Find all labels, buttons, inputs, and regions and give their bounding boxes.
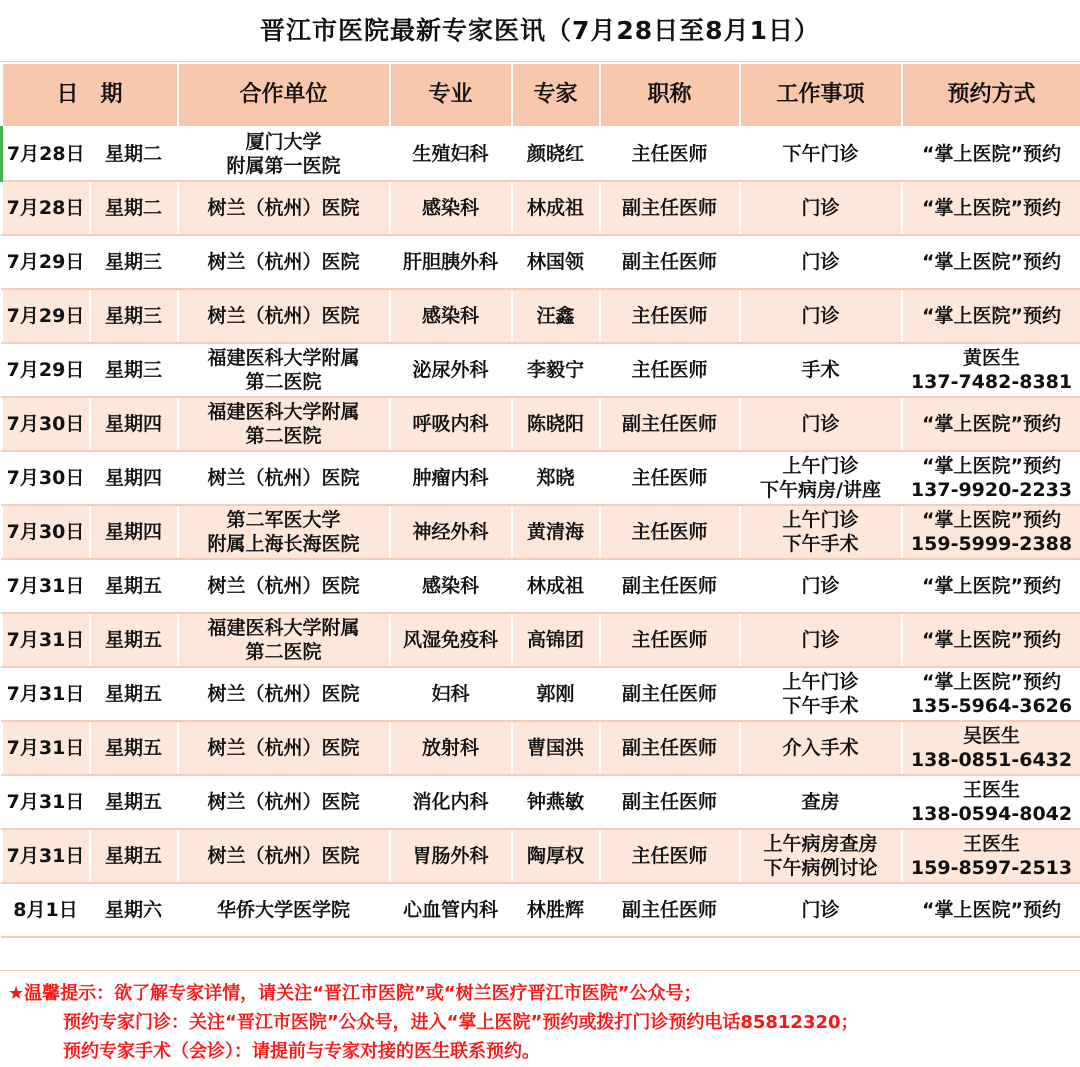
header-unit: 合作单位 bbox=[178, 63, 390, 127]
rank-cell: 主任医师 bbox=[600, 343, 740, 397]
date-cell: 7月31日 bbox=[2, 613, 90, 667]
expert-cell: 林国领 bbox=[512, 235, 600, 289]
booking-cell: “掌上医院”预约 bbox=[902, 181, 1080, 235]
rank-cell: 主任医师 bbox=[600, 451, 740, 505]
expert-cell: 高锦团 bbox=[512, 613, 600, 667]
table-row bbox=[2, 559, 1080, 613]
unit-cell: 树兰（杭州）医院 bbox=[178, 721, 390, 775]
expert-cell: 陶厚权 bbox=[512, 829, 600, 883]
table-row bbox=[2, 667, 1080, 721]
rank-cell: 副主任医师 bbox=[600, 775, 740, 829]
rank-cell: 主任医师 bbox=[600, 505, 740, 559]
weekday-cell: 星期三 bbox=[90, 289, 178, 343]
weekday-cell: 星期五 bbox=[90, 721, 178, 775]
booking-cell: “掌上医院”预约 137-9920-2233 bbox=[902, 451, 1080, 505]
header-booking: 预约方式 bbox=[902, 63, 1080, 127]
work-cell: 手术 bbox=[740, 343, 902, 397]
booking-cell: 王医生 159-8597-2513 bbox=[902, 829, 1080, 883]
dept-cell: 妇科 bbox=[390, 667, 512, 721]
table-row bbox=[2, 397, 1080, 451]
header-work: 工作事项 bbox=[740, 63, 902, 127]
booking-cell: “掌上医院”预约 bbox=[902, 397, 1080, 451]
rank-cell: 副主任医师 bbox=[600, 397, 740, 451]
date-cell: 7月30日 bbox=[2, 505, 90, 559]
expert-cell: 黄清海 bbox=[512, 505, 600, 559]
dept-cell: 呼吸内科 bbox=[390, 397, 512, 451]
rank-cell: 主任医师 bbox=[600, 289, 740, 343]
tip-line-3: 预约专家手术（会诊）：请提前与专家对接的医生联系预约。 bbox=[63, 1041, 540, 1062]
table-row bbox=[2, 613, 1080, 667]
expert-cell: 郭刚 bbox=[512, 667, 600, 721]
weekday-cell: 星期三 bbox=[90, 235, 178, 289]
work-cell: 上午门诊 下午手术 bbox=[740, 667, 902, 721]
date-cell: 7月31日 bbox=[2, 667, 90, 721]
weekday-cell: 星期四 bbox=[90, 397, 178, 451]
dept-cell: 感染科 bbox=[390, 289, 512, 343]
weekday-cell: 星期三 bbox=[90, 343, 178, 397]
date-cell: 7月29日 bbox=[2, 235, 90, 289]
work-cell: 介入手术 bbox=[740, 721, 902, 775]
date-cell: 7月29日 bbox=[2, 289, 90, 343]
dept-cell: 感染科 bbox=[390, 181, 512, 235]
dept-cell: 泌尿外科 bbox=[390, 343, 512, 397]
rank-cell: 副主任医师 bbox=[600, 235, 740, 289]
header-expert: 专家 bbox=[512, 63, 600, 127]
expert-cell: 钟燕敏 bbox=[512, 775, 600, 829]
date-cell: 7月28日 bbox=[2, 127, 90, 181]
expert-cell: 林胜辉 bbox=[512, 883, 600, 937]
unit-cell: 树兰（杭州）医院 bbox=[178, 775, 390, 829]
booking-cell: “掌上医院”预约 159-5999-2388 bbox=[902, 505, 1080, 559]
expert-cell: 陈晓阳 bbox=[512, 397, 600, 451]
rank-cell: 副主任医师 bbox=[600, 559, 740, 613]
header-dept: 专业 bbox=[390, 63, 512, 127]
expert-cell: 汪鑫 bbox=[512, 289, 600, 343]
booking-cell: “掌上医院”预约 bbox=[902, 883, 1080, 937]
rank-cell: 副主任医师 bbox=[600, 883, 740, 937]
dept-cell: 神经外科 bbox=[390, 505, 512, 559]
table-row bbox=[2, 775, 1080, 829]
date-cell: 7月31日 bbox=[2, 829, 90, 883]
booking-cell: “掌上医院”预约 bbox=[902, 289, 1080, 343]
work-cell: 门诊 bbox=[740, 559, 902, 613]
dept-cell: 感染科 bbox=[390, 559, 512, 613]
rank-cell: 副主任医师 bbox=[600, 667, 740, 721]
booking-cell: “掌上医院”预约 bbox=[902, 127, 1080, 181]
weekday-cell: 星期四 bbox=[90, 451, 178, 505]
table-body bbox=[2, 127, 1080, 937]
rank-cell: 主任医师 bbox=[600, 829, 740, 883]
table-row bbox=[2, 883, 1080, 937]
weekday-cell: 星期五 bbox=[90, 829, 178, 883]
header-rank: 职称 bbox=[600, 63, 740, 127]
table-row bbox=[2, 343, 1080, 397]
unit-cell: 华侨大学医学院 bbox=[178, 883, 390, 937]
date-cell: 7月31日 bbox=[2, 559, 90, 613]
table-row bbox=[2, 505, 1080, 559]
date-cell: 7月29日 bbox=[2, 343, 90, 397]
unit-cell: 树兰（杭州）医院 bbox=[178, 559, 390, 613]
unit-cell: 第二军医大学 附属上海长海医院 bbox=[178, 505, 390, 559]
unit-cell: 树兰（杭州）医院 bbox=[178, 451, 390, 505]
unit-cell: 福建医科大学附属 第二医院 bbox=[178, 397, 390, 451]
work-cell: 门诊 bbox=[740, 613, 902, 667]
dept-cell: 心血管内科 bbox=[390, 883, 512, 937]
dept-cell: 放射科 bbox=[390, 721, 512, 775]
table-row bbox=[2, 235, 1080, 289]
weekday-cell: 星期四 bbox=[90, 505, 178, 559]
tip-line-1 bbox=[8, 979, 1080, 1008]
booking-cell: “掌上医院”预约 135-5964-3626 bbox=[902, 667, 1080, 721]
unit-cell: 树兰（杭州）医院 bbox=[178, 667, 390, 721]
booking-cell: 黄医生 137-7482-8381 bbox=[902, 343, 1080, 397]
date-cell: 7月31日 bbox=[2, 721, 90, 775]
table-header-row bbox=[2, 63, 1080, 127]
work-cell: 上午门诊 下午手术 bbox=[740, 505, 902, 559]
tip-line-2: 预约专家门诊：关注“晋江市医院”公众号，进入“掌上医院”预约或拨打门诊预约电话85812320； bbox=[63, 1012, 859, 1033]
work-cell: 下午门诊 bbox=[740, 127, 902, 181]
unit-cell: 树兰（杭州）医院 bbox=[178, 829, 390, 883]
unit-cell: 厦门大学 附属第一医院 bbox=[178, 127, 390, 181]
booking-cell: “掌上医院”预约 bbox=[902, 559, 1080, 613]
work-cell: 门诊 bbox=[740, 235, 902, 289]
date-cell: 7月30日 bbox=[2, 451, 90, 505]
page-title: 晋江市医院最新专家医讯（7月28日至8月1日） bbox=[0, 0, 1080, 62]
expert-cell: 颜晓红 bbox=[512, 127, 600, 181]
dept-cell: 胃肠外科 bbox=[390, 829, 512, 883]
date-cell: 8月1日 bbox=[2, 883, 90, 937]
expert-cell: 林成祖 bbox=[512, 181, 600, 235]
dept-cell: 风湿免疫科 bbox=[390, 613, 512, 667]
expert-schedule-table bbox=[0, 62, 1080, 938]
work-cell: 门诊 bbox=[740, 883, 902, 937]
date-cell: 7月28日 bbox=[2, 181, 90, 235]
unit-cell: 树兰（杭州）医院 bbox=[178, 181, 390, 235]
work-cell: 上午病房查房 下午病例讨论 bbox=[740, 829, 902, 883]
dept-cell: 生殖妇科 bbox=[390, 127, 512, 181]
booking-cell: 吴医生 138-0851-6432 bbox=[902, 721, 1080, 775]
expert-cell: 郑晓 bbox=[512, 451, 600, 505]
weekday-cell: 星期五 bbox=[90, 775, 178, 829]
booking-cell: “掌上医院”预约 bbox=[902, 613, 1080, 667]
work-cell: 门诊 bbox=[740, 181, 902, 235]
expert-cell: 曹国洪 bbox=[512, 721, 600, 775]
weekday-cell: 星期五 bbox=[90, 667, 178, 721]
rank-cell: 主任医师 bbox=[600, 613, 740, 667]
header-date: 日 期 bbox=[2, 63, 178, 127]
star-icon: ★ bbox=[8, 983, 25, 1004]
tips-section bbox=[0, 970, 1080, 1067]
date-cell: 7月30日 bbox=[2, 397, 90, 451]
weekday-cell: 星期二 bbox=[90, 127, 178, 181]
date-cell: 7月31日 bbox=[2, 775, 90, 829]
weekday-cell: 星期二 bbox=[90, 181, 178, 235]
work-cell: 查房 bbox=[740, 775, 902, 829]
unit-cell: 树兰（杭州）医院 bbox=[178, 235, 390, 289]
rank-cell: 主任医师 bbox=[600, 127, 740, 181]
dept-cell: 肿瘤内科 bbox=[390, 451, 512, 505]
work-cell: 门诊 bbox=[740, 397, 902, 451]
dept-cell: 肝胆胰外科 bbox=[390, 235, 512, 289]
table-row bbox=[2, 127, 1080, 181]
table-row bbox=[2, 289, 1080, 343]
table-row bbox=[2, 829, 1080, 883]
work-cell: 上午门诊 下午病房/讲座 bbox=[740, 451, 902, 505]
unit-cell: 树兰（杭州）医院 bbox=[178, 289, 390, 343]
work-cell: 门诊 bbox=[740, 289, 902, 343]
weekday-cell: 星期五 bbox=[90, 559, 178, 613]
booking-cell: “掌上医院”预约 bbox=[902, 235, 1080, 289]
rank-cell: 副主任医师 bbox=[600, 721, 740, 775]
table-row bbox=[2, 181, 1080, 235]
unit-cell: 福建医科大学附属 第二医院 bbox=[178, 343, 390, 397]
table-row bbox=[2, 451, 1080, 505]
rank-cell: 副主任医师 bbox=[600, 181, 740, 235]
weekday-cell: 星期五 bbox=[90, 613, 178, 667]
expert-cell: 林成祖 bbox=[512, 559, 600, 613]
booking-cell: 王医生 138-0594-8042 bbox=[902, 775, 1080, 829]
expert-cell: 李毅宁 bbox=[512, 343, 600, 397]
weekday-cell: 星期六 bbox=[90, 883, 178, 937]
table-row bbox=[2, 721, 1080, 775]
dept-cell: 消化内科 bbox=[390, 775, 512, 829]
tip-text-1: 温馨提示：欲了解专家详情，请关注“晋江市医院”或“树兰医疗晋江市医院”公众号； bbox=[24, 983, 702, 1004]
unit-cell: 福建医科大学附属 第二医院 bbox=[178, 613, 390, 667]
